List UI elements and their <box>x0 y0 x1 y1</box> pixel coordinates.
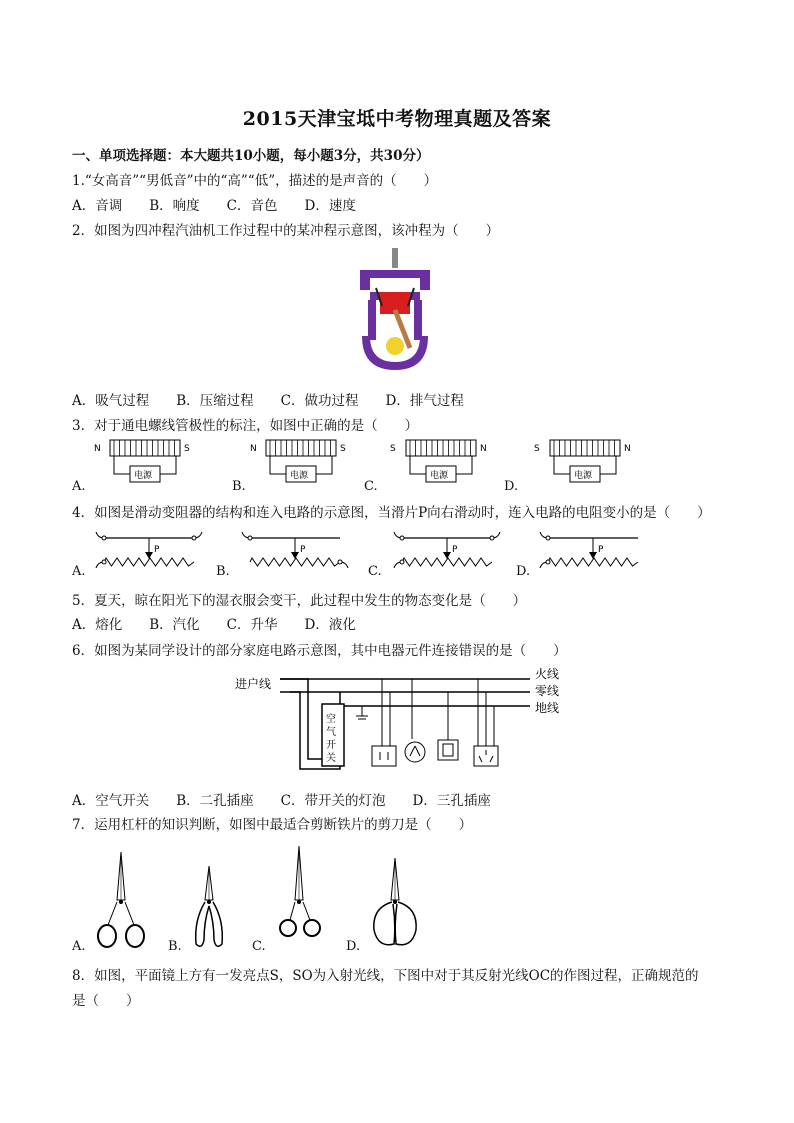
q1-options: A．音调 B．响度 C．音色 D．速度 <box>72 198 356 214</box>
q8-stem-line2: 是（ ） <box>72 993 140 1009</box>
q2-options: A．吸气过程 B．压缩过程 C．做功过程 D．排气过程 <box>72 393 464 409</box>
svg-text:关: 关 <box>326 753 336 764</box>
left-pole-label: N <box>250 444 257 454</box>
left-pole-label: S <box>390 444 396 454</box>
rheostat-figure <box>240 526 350 572</box>
q7-option-label: A. <box>72 939 86 954</box>
three-hole-socket <box>474 746 498 766</box>
q6-options: A．空气开关 B．二孔插座 C．带开关的灯泡 D．三孔插座 <box>72 793 491 809</box>
crankshaft <box>386 337 404 355</box>
q6-stem: 6．如图为某同学设计的部分家庭电路示意图，其中电器元件连接错误的是（ ） <box>72 643 567 659</box>
rheostat-figure <box>392 526 502 572</box>
q3-option-label: A. <box>72 479 86 494</box>
rheostat-figure <box>538 526 648 572</box>
q5-options: A．熔化 B．汽化 C．升华 D．液化 <box>72 617 356 633</box>
solenoid-figure <box>388 436 488 488</box>
q3-option-label: B. <box>232 479 246 494</box>
q4-option-label: C. <box>368 564 382 579</box>
scissors-figure <box>270 840 332 955</box>
q3-option-label: C. <box>364 479 378 494</box>
page-title: 2015天津宝坻中考物理真题及答案 <box>242 108 552 130</box>
engine-figure <box>350 248 440 373</box>
scissors-figure <box>92 840 154 955</box>
q4-option-label: A. <box>72 564 86 579</box>
power-source-label: 电源 <box>430 471 449 481</box>
q7-stem: 7．运用杠杆的知识判断，如图中最适合剪断铁片的剪刀是（ ） <box>72 817 473 833</box>
slider-label: P <box>154 545 160 555</box>
left-pole-label: N <box>94 444 101 454</box>
svg-text:开: 开 <box>326 740 336 751</box>
scissors-figure <box>366 840 428 955</box>
q4-option-label: B. <box>216 564 230 579</box>
power-source-label: 电源 <box>574 471 593 481</box>
entry-wire-label: 进户线 <box>235 677 272 691</box>
rheostat-figure <box>94 526 204 572</box>
live-wire-label: 火线 <box>535 667 560 681</box>
section-heading: 一、单项选择题：本大题共10小题，每小题3分，共30分） <box>72 148 430 164</box>
q7-option-label: C. <box>252 939 266 954</box>
spark-plug <box>392 248 398 268</box>
solenoid-figure <box>532 436 632 488</box>
solenoid-figure <box>92 436 192 488</box>
ground-wire-label: 地线 <box>535 701 560 715</box>
switch <box>438 740 458 760</box>
q3-option-label: D. <box>504 479 519 494</box>
svg-text:空: 空 <box>326 714 336 725</box>
svg-text:气: 气 <box>326 727 336 738</box>
q2-stem: 2．如图为四冲程汽油机工作过程中的某冲程示意图，该冲程为（ ） <box>72 223 500 239</box>
left-pole-label: S <box>534 444 540 454</box>
scissors-figure <box>180 840 242 955</box>
q7-option-label: D. <box>346 939 361 954</box>
household-circuit-figure <box>230 664 570 776</box>
q1-stem: 1.“女高音”“男低音”中的“高”“低”，描述的是声音的（ ） <box>72 173 438 189</box>
power-source-label: 电源 <box>290 471 309 481</box>
solenoid-figure <box>248 436 348 488</box>
q4-stem: 4．如图是滑动变阻器的结构和连入电路的示意图，当滑片P向右滑动时，连入电路的电阻变小的是（ ） <box>72 505 711 521</box>
q8-stem-line1: 8．如图，平面镜上方有一发亮点S，SO为入射光线，下图中对于其反射光线OC的作图过程，正确规范的 <box>72 968 699 984</box>
slider-label: P <box>452 545 458 555</box>
right-pole-label: S <box>340 444 346 454</box>
neutral-wire-label: 零线 <box>535 684 560 698</box>
two-hole-socket <box>372 746 396 766</box>
right-pole-label: N <box>624 444 631 454</box>
q7-option-label: B. <box>168 939 182 954</box>
right-pole-label: S <box>184 444 190 454</box>
slider-label: P <box>300 545 306 555</box>
q4-option-label: D. <box>516 564 531 579</box>
q5-stem: 5．夏天，晾在阳光下的湿衣服会变干，此过程中发生的物态变化是（ ） <box>72 593 527 609</box>
slider-label: P <box>598 545 604 555</box>
q3-stem: 3．对于通电螺线管极性的标注，如图中正确的是（ ） <box>72 418 419 434</box>
right-pole-label: N <box>480 444 487 454</box>
power-source-label: 电源 <box>134 471 153 481</box>
lamp-with-switch <box>405 742 425 762</box>
